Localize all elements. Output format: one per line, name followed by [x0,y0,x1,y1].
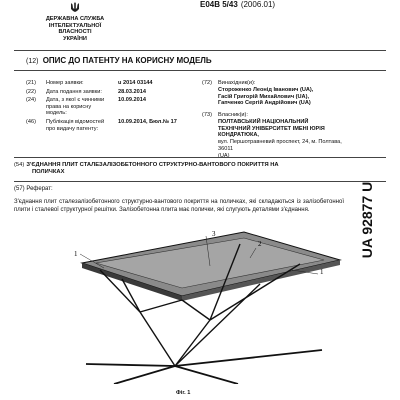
field-code: (12) [26,58,39,65]
title-line: ПОЛИЧКАХ [32,169,65,176]
label-line: про видачу патенту: [46,125,99,132]
field-label: Дата подання заявки: [46,89,102,95]
divider [14,50,386,51]
agency-name [30,16,120,42]
divider [14,70,386,71]
field-value: u 2014 03144 [118,80,153,86]
inventor-name: Стороженко Леонід Іванович (UA), [218,86,314,93]
label-line: права на корисну [46,103,92,110]
agency-line: УКРАЇНИ [63,35,87,42]
field-value: 28.03.2014 [118,89,146,95]
figure-label: 1 [320,268,324,276]
owner-block [218,112,342,160]
title-line: З'ЄДНАННЯ ПЛИТ СТАЛЕЗАЛІЗОБЕТОННОГО СТРУКТУРНО-ВАНТОВОГО ПОКРИТТЯ НА [26,162,279,168]
owner-name-line: ТЕХНІЧНИЙ УНІВЕРСИТЕТ ІМЕНІ ЮРІЯ [218,125,325,132]
document-title-text: ОПИС ДО ПАТЕНТУ НА КОРИСНУ МОДЕЛЬ [42,56,212,65]
label-line: Дата, з якої є чинними [46,97,105,103]
owner-name-line: КОНДРАТЮКА, [218,132,259,139]
cables [86,350,322,384]
agency-line: ІНТЕЛЕКТУАЛЬНОЇ [48,22,102,29]
inventor-name: Гасій Григорій Михайлович (UA), [218,93,310,100]
field-code: (72) [202,80,212,86]
abstract-text: З'єднання плит сталезалізобетонного структурно-вантового покриття на поличках, які складаються із залізобетонної плити і сталевої структурної решітки. Залізобетонна плита має полички, які слугують деталями з'єднання. [14,199,344,213]
field-code: (73) [202,112,212,118]
abstract-label: Реферат: [26,186,53,192]
document-title [26,56,212,65]
agency-line: ВЛАСНОСТІ [58,29,92,36]
ipc-classification [200,0,275,9]
patent-drawing [60,224,350,384]
field-code: (57) [14,186,25,192]
field-code: (54) [14,162,25,168]
patent-number: UA 92877 U [359,181,375,259]
field-label [46,119,104,132]
field-label: Власник(и): [218,112,248,118]
label-line: модель: [46,110,67,117]
owner-address-line: (UA) [218,152,230,159]
ipc-date: (2006.01) [240,0,276,9]
field-value: 10.09.2014, Бюл.№ 17 [118,119,177,125]
label-line: Публікація відомостей [46,119,105,125]
field-label [46,97,104,117]
patent-number-vertical [355,175,379,265]
divider [14,157,386,158]
field-code: (21) [26,80,36,86]
owner-address-line: вул. Першотравневий проспект, 24, м. Полтава, 36011 [218,139,342,152]
utility-model-title [14,162,344,176]
abstract-heading [14,186,53,192]
field-label: Номер заявки: [46,80,84,86]
inventors-block [218,80,342,107]
figure-label: 3 [212,230,216,238]
field-code: (46) [26,119,36,125]
inventor-name: Гапченко Сергій Андрійович (UA) [218,100,311,107]
figure-caption: Фіг. 1 [176,390,191,396]
figure-label: 2 [258,240,262,248]
field-value: 10.09.2014 [118,97,146,103]
figure-label: 1 [74,250,78,258]
field-label: Винахідник(и): [218,80,256,86]
field-code: (22) [26,89,36,95]
owner-name-line: ПОЛТАВСЬКИЙ НАЦІОНАЛЬНИЙ [218,118,309,125]
trident-emblem-icon [68,2,82,13]
agency-line: ДЕРЖАВНА СЛУЖБА [45,16,105,22]
divider [14,181,386,182]
field-code: (24) [26,97,36,103]
ipc-code: E04B 5/43 [200,0,238,9]
